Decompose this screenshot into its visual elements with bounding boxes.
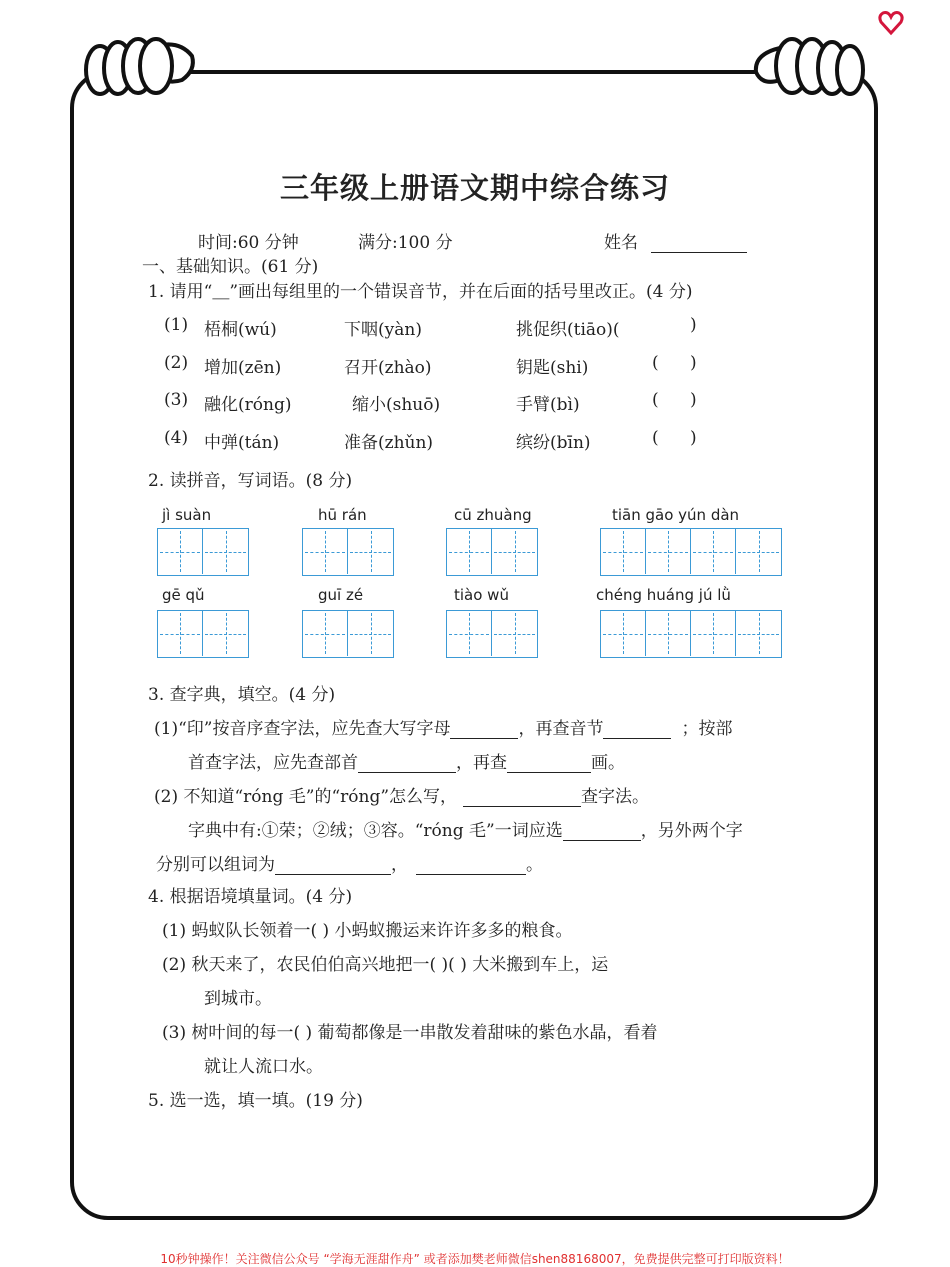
q1-row4-b: 准备(zhǔn) (344, 433, 434, 453)
q1-row4-close: ) (690, 428, 697, 448)
q3-line1 (154, 714, 732, 739)
q3-line3-b: 查字法。 (581, 787, 650, 807)
q3-line2 (188, 748, 625, 773)
q3-line2-a: 首查字法，应先查部首 (188, 753, 358, 773)
q1-row2-num: (2) (164, 353, 189, 373)
q1-row1-b: 下咽(yàn) (344, 320, 422, 340)
writing-grid[interactable] (157, 610, 249, 658)
q3-line5-a: 分别可以组词为 (156, 855, 275, 875)
q3-line4-b: ，另外两个字 (640, 821, 743, 841)
q4-line1[interactable]: (1) 蚂蚁队长领着一( ) 小蚂蚁搬运来许许多多的粮食。 (162, 921, 573, 941)
q1-row4-a: 中弹(tán) (204, 433, 280, 453)
answer-blank[interactable] (450, 720, 518, 739)
pinyin-label: cū zhuàng (454, 506, 532, 524)
writing-grid[interactable] (302, 528, 394, 576)
writing-grid[interactable] (446, 610, 538, 658)
q3-line5-b: ， (391, 855, 408, 875)
name-label-text: 姓名 (604, 233, 638, 253)
writing-grid[interactable] (446, 528, 538, 576)
answer-blank[interactable] (416, 856, 526, 875)
q3-line4-a: 字典中有:①荣；②绒；③容。“róng 毛”一词应选 (188, 821, 563, 841)
q3-line3 (154, 782, 649, 807)
right-hand-icon (740, 34, 880, 104)
q1-row3-c: 手臂(bì) (516, 395, 580, 415)
pinyin-label: hū rán (318, 506, 367, 524)
score-label: 满分:100 分 (358, 233, 453, 253)
q1-row2-a: 增加(zēn) (204, 358, 282, 378)
q1-title: 1. 请用“＿”画出每组里的一个错误音节，并在后面的括号里改正。(4 分) (148, 282, 693, 302)
q1-row4-num: (4) (164, 428, 189, 448)
name-label (604, 228, 747, 253)
pinyin-label: jì suàn (162, 506, 212, 524)
page-title: 三年级上册语文期中综合练习 (279, 171, 670, 205)
q1-row3-open[interactable]: ( (652, 390, 659, 410)
q1-row1-a: 梧桐(wú) (204, 320, 277, 340)
heart-icon (878, 10, 904, 36)
pinyin-label: guī zé (318, 586, 364, 604)
q1-row2-open[interactable]: ( (652, 353, 659, 373)
q3-line4 (188, 816, 743, 841)
q1-row3-a: 融化(róng) (204, 395, 292, 415)
answer-blank[interactable] (463, 788, 581, 807)
q3-title: 3. 查字典，填空。(4 分) (148, 685, 336, 705)
q4-title: 4. 根据语境填量词。(4 分) (148, 887, 353, 907)
q1-row1-close: ) (690, 315, 697, 335)
q3-line5-c: 。 (526, 855, 543, 875)
q3-line1-b: ，再查音节 (518, 719, 604, 739)
q1-row1-c[interactable]: 挑促织(tiāo)( (516, 320, 620, 340)
q3-line2-b: ，再查 (456, 753, 507, 773)
footer-notice: 10秒钟操作！关注微信公众号 “学海无涯甜作舟” 或者添加樊老师微信shen88168007，免费提供完整可打印版资料！ (160, 1252, 790, 1266)
q5-title: 5. 选一选，填一填。(19 分) (148, 1091, 363, 1111)
answer-blank[interactable] (603, 720, 671, 739)
q4-line5: 就让人流口水。 (204, 1057, 323, 1077)
left-hand-icon (78, 34, 208, 104)
pinyin-label: gē qǔ (162, 586, 205, 604)
writing-grid[interactable] (157, 528, 249, 576)
q4-line2[interactable]: (2) 秋天来了，农民伯伯高兴地把一( )( ) 大米搬到车上，运 (162, 955, 609, 975)
writing-grid[interactable] (302, 610, 394, 658)
q3-line2-c: 画。 (591, 753, 625, 773)
q1-row1-num: (1) (164, 315, 189, 335)
pinyin-label: chéng huáng jú lǜ (596, 586, 731, 604)
q1-row4-c: 缤纷(bīn) (516, 433, 591, 453)
q1-row2-close: ) (690, 353, 697, 373)
q1-row3-close: ) (690, 390, 697, 410)
q1-row2-b: 召开(zhào) (344, 358, 432, 378)
time-label: 时间:60 分钟 (198, 233, 299, 253)
q4-line4[interactable]: (3) 树叶间的每一( ) 葡萄都像是一串散发着甜味的紫色水晶，看着 (162, 1023, 658, 1043)
q1-row3-num: (3) (164, 390, 189, 410)
q1-row4-open[interactable]: ( (652, 428, 659, 448)
q3-line1-c: ；按部 (681, 719, 733, 739)
writing-grid[interactable] (600, 610, 782, 658)
q2-title: 2. 读拼音，写词语。(8 分) (148, 471, 353, 491)
q3-line5 (156, 850, 543, 875)
pinyin-label: tiān gāo yún dàn (612, 506, 740, 524)
q3-line1-a: (1)“印”按音序查字法，应先查大写字母 (154, 719, 451, 739)
writing-grid[interactable] (600, 528, 782, 576)
name-blank[interactable] (651, 234, 747, 253)
answer-blank[interactable] (563, 822, 641, 841)
answer-blank[interactable] (358, 754, 456, 773)
q1-row3-b: 缩小(shuō) (352, 395, 441, 415)
answer-blank[interactable] (507, 754, 591, 773)
q3-line3-a: (2) 不知道“róng 毛”的“róng”怎么写， (154, 787, 458, 807)
section-1-heading: 一、基础知识。(61 分) (142, 257, 319, 277)
q4-line3: 到城市。 (204, 989, 272, 1009)
pinyin-label: tiào wǔ (454, 586, 509, 604)
answer-blank[interactable] (275, 856, 391, 875)
q1-row2-c: 钥匙(shi) (516, 358, 589, 378)
